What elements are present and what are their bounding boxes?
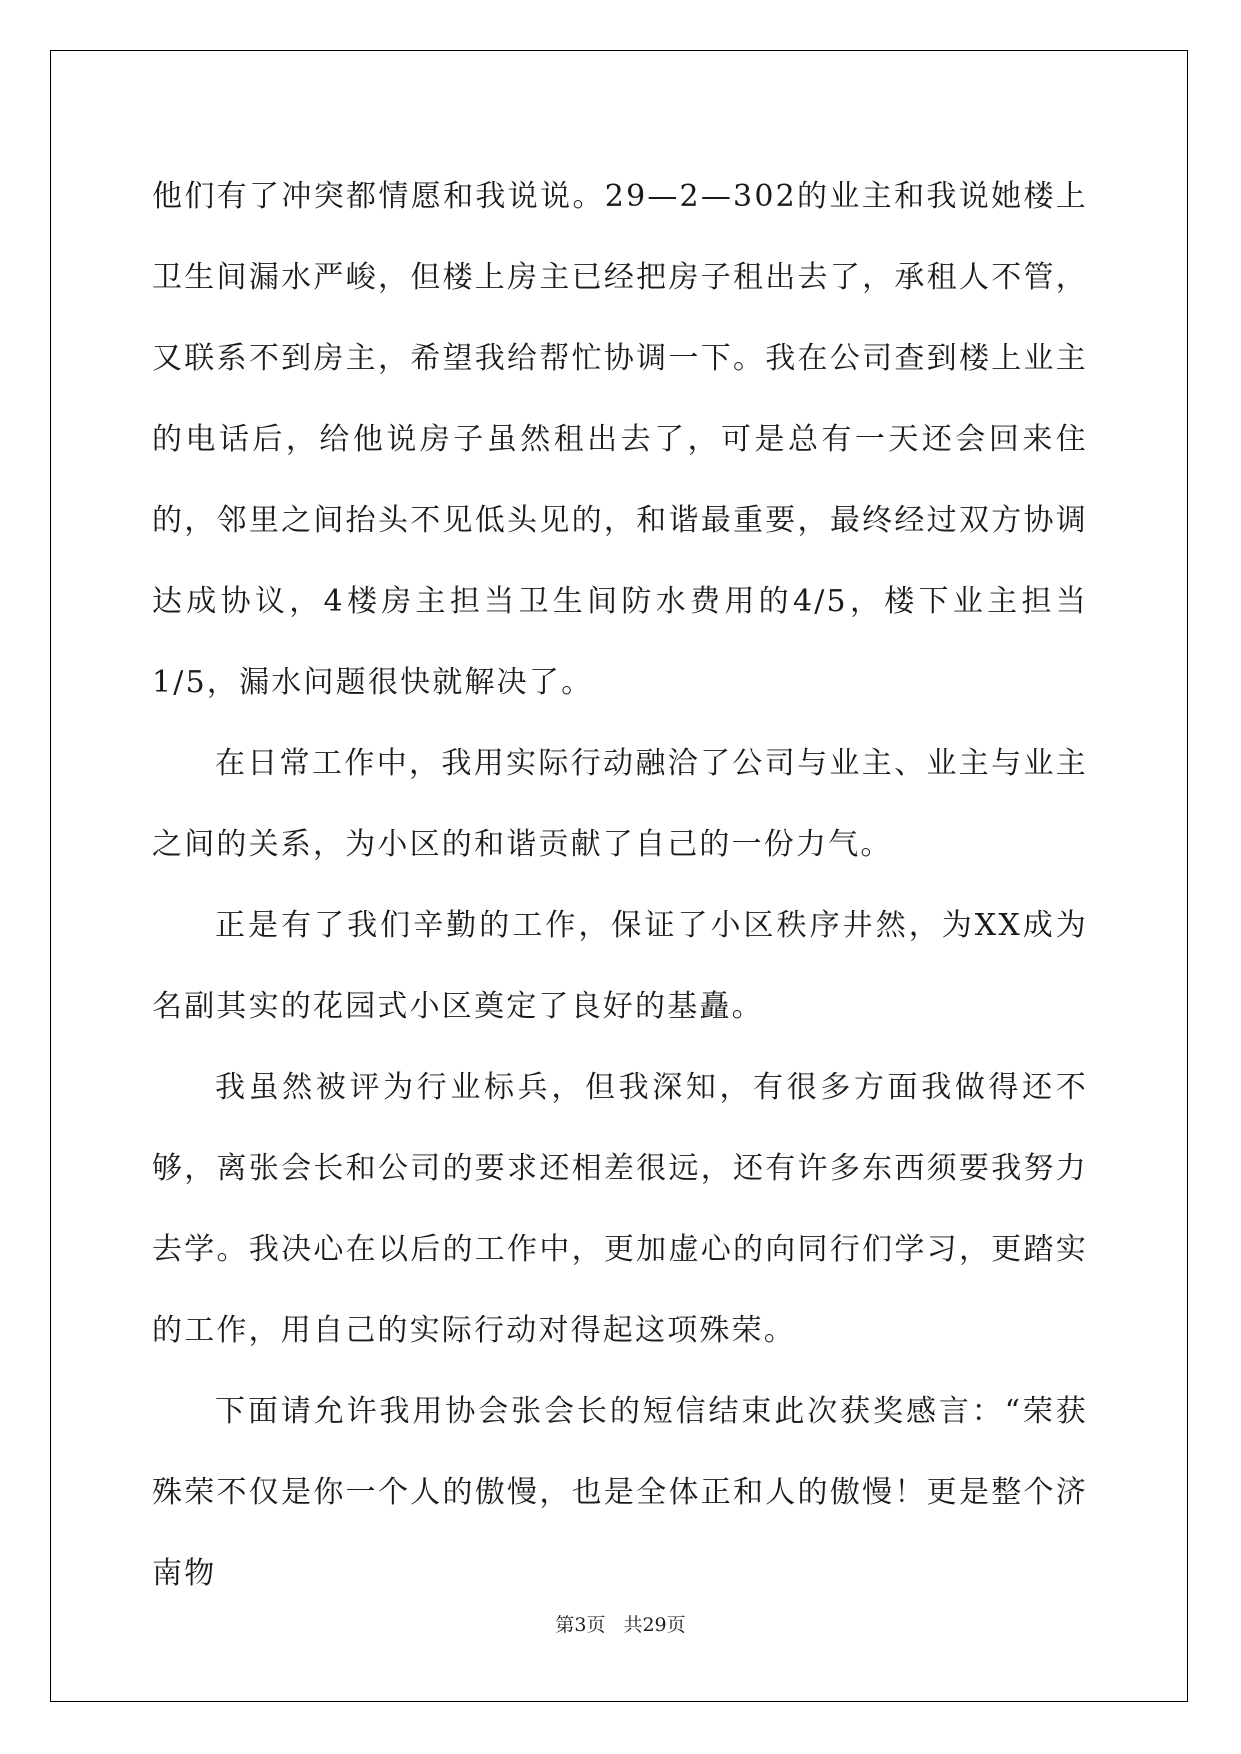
- document-body: [152, 156, 1088, 1614]
- paragraph-5: 下面请允许我用协会张会长的短信结束此次获奖感言：“荣获殊荣不仅是你一个人的傲慢，也是全体正和人的傲慢！更是整个济南物: [152, 1394, 1088, 1591]
- paragraph-2: 在日常工作中，我用实际行动融洽了公司与业主、业主与业主之间的关系，为小区的和谐贡献了自己的一份力气。: [152, 746, 1088, 862]
- paragraph-1: 他们有了冲突都情愿和我说说。29—2—302的业主和我说她楼上卫生间漏水严峻，但楼上房主已经把房子租出去了，承租人不管，又联系不到房主，希望我给帮忙协调一下。我在公司查到楼上业主的电话后，给他说房子虽然租出去了，可是总有一天还会回来住的，邻里之间抬头不见低头见的，和谐最重要，最终经过双方协调达成协议，4楼房主担当卫生间防水费用的4/5，楼下业主担当1/5，漏水问题很快就解决了。: [152, 179, 1088, 700]
- page-footer: [0, 1610, 1241, 1637]
- paragraph-3: 正是有了我们辛勤的工作，保证了小区秩序井然，为XX成为名副其实的花园式小区奠定了良好的基矗。: [152, 908, 1088, 1024]
- total-pages-label: 共29页: [623, 1614, 686, 1636]
- paragraph-4: 我虽然被评为行业标兵，但我深知，有很多方面我做得还不够，离张会长和公司的要求还相差很远，还有许多东西须要我努力去学。我决心在以后的工作中，更加虚心的向同行们学习，更踏实的工作，用自己的实际行动对得起这项殊荣。: [152, 1070, 1088, 1348]
- current-page-label: 第3页: [555, 1614, 606, 1636]
